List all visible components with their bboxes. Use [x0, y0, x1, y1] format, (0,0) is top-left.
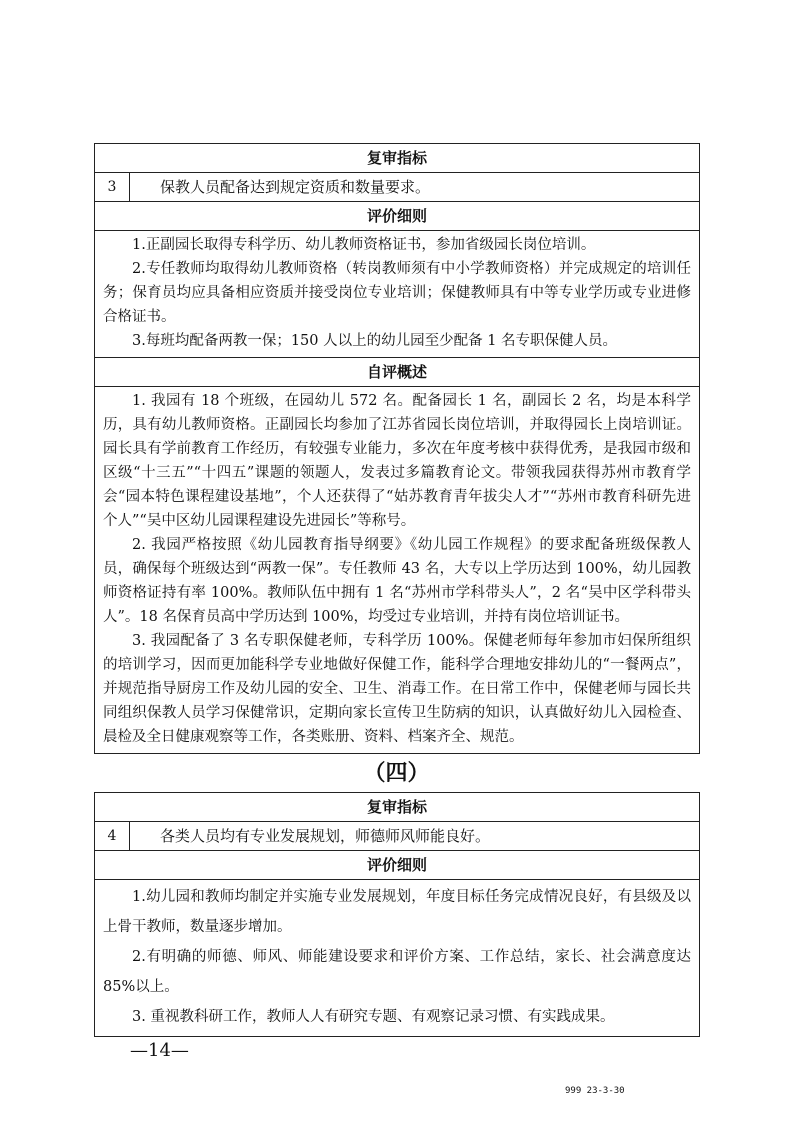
index-number: 4: [95, 822, 130, 850]
self-eval-header: 自评概述: [95, 358, 699, 387]
criteria-body: [95, 231, 699, 358]
criteria-body: [95, 880, 699, 1036]
review-index-header: 复审指标: [95, 793, 699, 822]
criteria-item: 2.有明确的师德、师风、师能建设要求和评价方案、工作总结，家长、社会满意度达 85%以上。: [103, 949, 691, 995]
page-number: —14—: [130, 1040, 189, 1061]
evaluation-table-4: [94, 792, 700, 1037]
section-title: （四）: [363, 761, 430, 786]
print-stamp: 999 23-3-30: [565, 1086, 625, 1096]
self-eval-item: 1. 我园有 18 个班级，在园幼儿 572 名。配备园长 1 名，副园长 2 名，均是本科学历，具有幼儿教师资格。正副园长均参加了江苏省园长岗位培训，并取得园长上岗培训证。园长具有学前教育工作经历，有较强专业能力，多次在年度考核中获得优秀，是我园市级和区级“十三五”“十四五”课题的领题人，发表过多篇教育论文。带领我园获得苏州市教育学会“园本特色课程建设基地”，个人还获得了“姑苏教育青年拔尖人才”“苏州市教育科研先进个人”“吴中区幼儿园课程建设先进园长”等称号。: [103, 393, 691, 529]
criteria-item: 3. 重视教科研工作，教师人人有研究专题、有观察记录习惯、有实践成果。: [132, 1009, 615, 1025]
criteria-item: 1.正副园长取得专科学历、幼儿教师资格证书，参加省级园长岗位培训。: [132, 237, 596, 253]
criteria-header: 评价细则: [95, 202, 699, 231]
criteria-item: 2.专任教师均取得幼儿教师资格（转岗教师须有中小学教师资格）并完成规定的培训任务；保育员均应具备相应资质并接受岗位专业培训；保健教师具有中等专业学历或专业进修合格证书。: [103, 261, 691, 325]
self-eval-item: 3. 我园配备了 3 名专职保健老师，专科学历 100%。保健老师每年参加市妇保所组织的培训学习，因而更加能科学专业地做好保健工作，能科学合理地安排幼儿的“一餐两点”，并规范指导厨房工作及幼儿园的安全、卫生、消毒工作。在日常工作中，保健老师与园长共同组织保教人员学习保健常识，定期向家长宣传卫生防病的知识，认真做好幼儿入园检查、晨检及全日健康观察等工作，各类账册、资料、档案齐全、规范。: [103, 633, 691, 745]
index-row: [95, 822, 699, 851]
self-eval-item: 2. 我园严格按照《幼儿园教育指导纲要》《幼儿园工作规程》的要求配备班级保教人员，确保每个班级达到“两教一保”。专任教师 43 名，大专以上学历达到 100%，幼儿园教师资格证持有率 100%。教师队伍中拥有 1 名“苏州市学科带头人”，2 名“吴中区学科带头人”。18 名保育员高中学历达到 100%，均受过专业培训，并持有岗位培训证书。: [103, 537, 691, 625]
review-index-header: 复审指标: [95, 144, 699, 173]
criteria-header: 评价细则: [95, 851, 699, 880]
index-row: [95, 173, 699, 202]
index-text: 保教人员配备达到规定资质和数量要求。: [160, 178, 431, 196]
evaluation-table-3: [94, 143, 700, 754]
index-number: 3: [95, 173, 130, 201]
criteria-item: 1.幼儿园和教师均制定并实施专业发展规划，年度目标任务完成情况良好，有县级及以上骨干教师，数量逐步增加。: [103, 889, 691, 935]
self-eval-body: [95, 387, 699, 753]
criteria-item: 3.每班均配备两教一保；150 人以上的幼儿园至少配备 1 名专职保健人员。: [132, 333, 618, 349]
index-text: 各类人员均有专业发展规划，师德师风师能良好。: [160, 827, 491, 845]
